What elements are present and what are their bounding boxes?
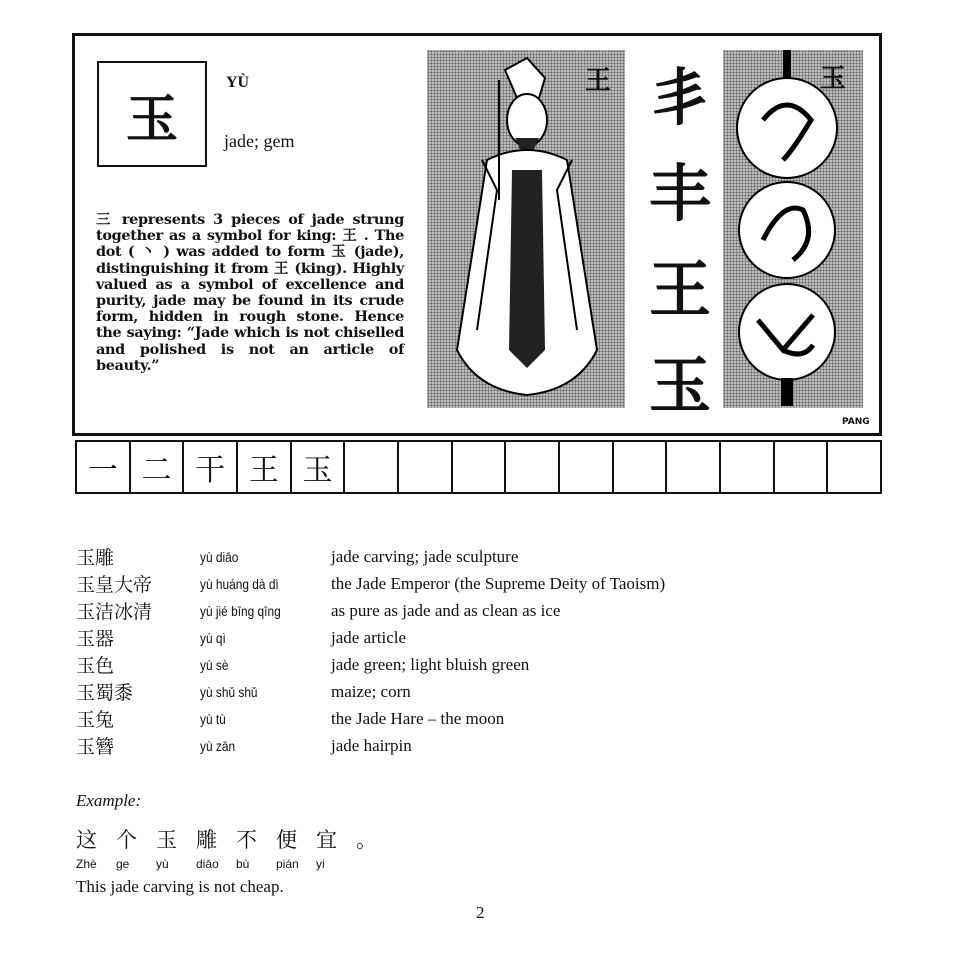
character-evolution (640, 50, 720, 434)
practice-cell (775, 442, 829, 492)
example-char: 不 (236, 828, 257, 852)
example-syllable: yù (156, 857, 169, 871)
stroke-cell: 王 (238, 442, 292, 492)
vocab-row (76, 732, 665, 759)
jade-medallions-illustration (723, 50, 863, 408)
vocab-row (76, 678, 665, 705)
vocab-english: as pure as jade and as clean as ice (331, 600, 561, 620)
jade-emperor-illustration (427, 50, 625, 408)
vocab-pinyin: yù huáng dà dì (200, 575, 279, 592)
vocab-english: the Jade Emperor (the Supreme Deity of Taoism) (331, 573, 666, 593)
vocab-pinyin: yù tù (200, 710, 226, 727)
vocab-pinyin: yù sè (200, 656, 229, 673)
vocab-chinese: 玉皇大帝 (76, 574, 153, 596)
example-syllable: diāo (196, 857, 219, 871)
vocab-english: jade green; light bluish green (331, 654, 530, 674)
evolution-stage: 玉 (648, 349, 711, 422)
example-pinyin (76, 857, 356, 871)
stroke-cell: 干 (184, 442, 238, 492)
practice-cell (345, 442, 399, 492)
vocab-pinyin: yù zān (200, 737, 236, 754)
vocab-pinyin: yù diāo (200, 548, 239, 565)
vocabulary-list (76, 543, 665, 759)
example-char: 个 (116, 828, 137, 852)
stroke-cell: 二 (131, 442, 185, 492)
vocab-row (76, 705, 665, 732)
vocab-english: the Jade Hare – the moon (331, 708, 505, 728)
vocab-english: maize; corn (331, 681, 411, 701)
medallion-label: 玉 (820, 64, 847, 94)
vocab-chinese: 玉蜀黍 (76, 682, 134, 704)
vocab-chinese: 玉兔 (76, 709, 115, 731)
vocab-english: jade article (331, 627, 407, 647)
example-char: 这 (76, 828, 97, 852)
example-char: 。 (356, 828, 377, 852)
dragon-medallion-icon (723, 50, 863, 408)
example-english: This jade carving is not cheap. (76, 877, 284, 896)
example-char: 雕 (196, 828, 217, 852)
vocab-pinyin: yù shǔ shǔ (200, 683, 258, 700)
example-syllable: ge (116, 857, 130, 871)
vocab-row (76, 597, 665, 624)
stroke-cell: 一 (77, 442, 131, 492)
practice-cell (721, 442, 775, 492)
example-syllable: Zhè (76, 857, 97, 871)
vocab-english: jade carving; jade sculpture (331, 546, 519, 566)
practice-cell (667, 442, 721, 492)
vocab-chinese: 玉洁冰清 (76, 601, 153, 623)
emperor-figure-icon (427, 50, 625, 408)
evolution-stage: 丰 (648, 157, 711, 230)
vocab-row (76, 624, 665, 651)
vocab-row (76, 651, 665, 678)
stroke-order-grid (75, 440, 882, 494)
practice-cell (399, 442, 453, 492)
vocab-chinese: 玉雕 (76, 547, 115, 569)
practice-cell (453, 442, 507, 492)
example-syllable: bù (236, 857, 250, 871)
vocab-row (76, 543, 665, 570)
evolution-stage: 丯 (648, 61, 711, 134)
example-char: 宜 (316, 828, 337, 852)
artist-signature: PANG (842, 417, 870, 427)
example-chinese (76, 824, 396, 854)
vocab-row (76, 570, 665, 597)
vocab-chinese: 玉器 (76, 628, 115, 650)
vocab-chinese: 玉簪 (76, 736, 115, 758)
example-syllable: pián (276, 857, 299, 871)
vocab-english: jade hairpin (331, 735, 412, 755)
page-number: 2 (476, 903, 485, 922)
practice-cell (560, 442, 614, 492)
vocab-chinese: 玉色 (76, 655, 115, 677)
entry-meaning: jade; gem (224, 131, 295, 151)
evolution-stage: 王 (648, 253, 711, 326)
practice-cell (828, 442, 880, 492)
example-label: Example: (76, 791, 142, 810)
example-char: 便 (276, 828, 297, 852)
example-syllable: yi (316, 857, 325, 871)
figure-label: 王 (585, 66, 612, 96)
example-char: 玉 (156, 828, 177, 852)
practice-cell (614, 442, 668, 492)
entry-pinyin: YÙ (226, 74, 250, 91)
practice-cell (506, 442, 560, 492)
vocab-pinyin: yù qì (200, 629, 226, 646)
stroke-cell: 玉 (292, 442, 346, 492)
entry-description: 三 represents 3 pieces of jade strung together as a symbol for king: 王 . The dot ( 丶 ) was added to form 玉 (jade), distinguishing it from 王 (king). Highly valued as a symbol of excellence and purity, jade may be found in its crude form, hidden in rough stone. Hence the saying: “Jade which is not chiselled and polished is not an article of beauty.” (96, 211, 404, 374)
main-character: 玉 (97, 61, 207, 167)
vocab-pinyin: yù jié bīng qīng (200, 602, 281, 619)
